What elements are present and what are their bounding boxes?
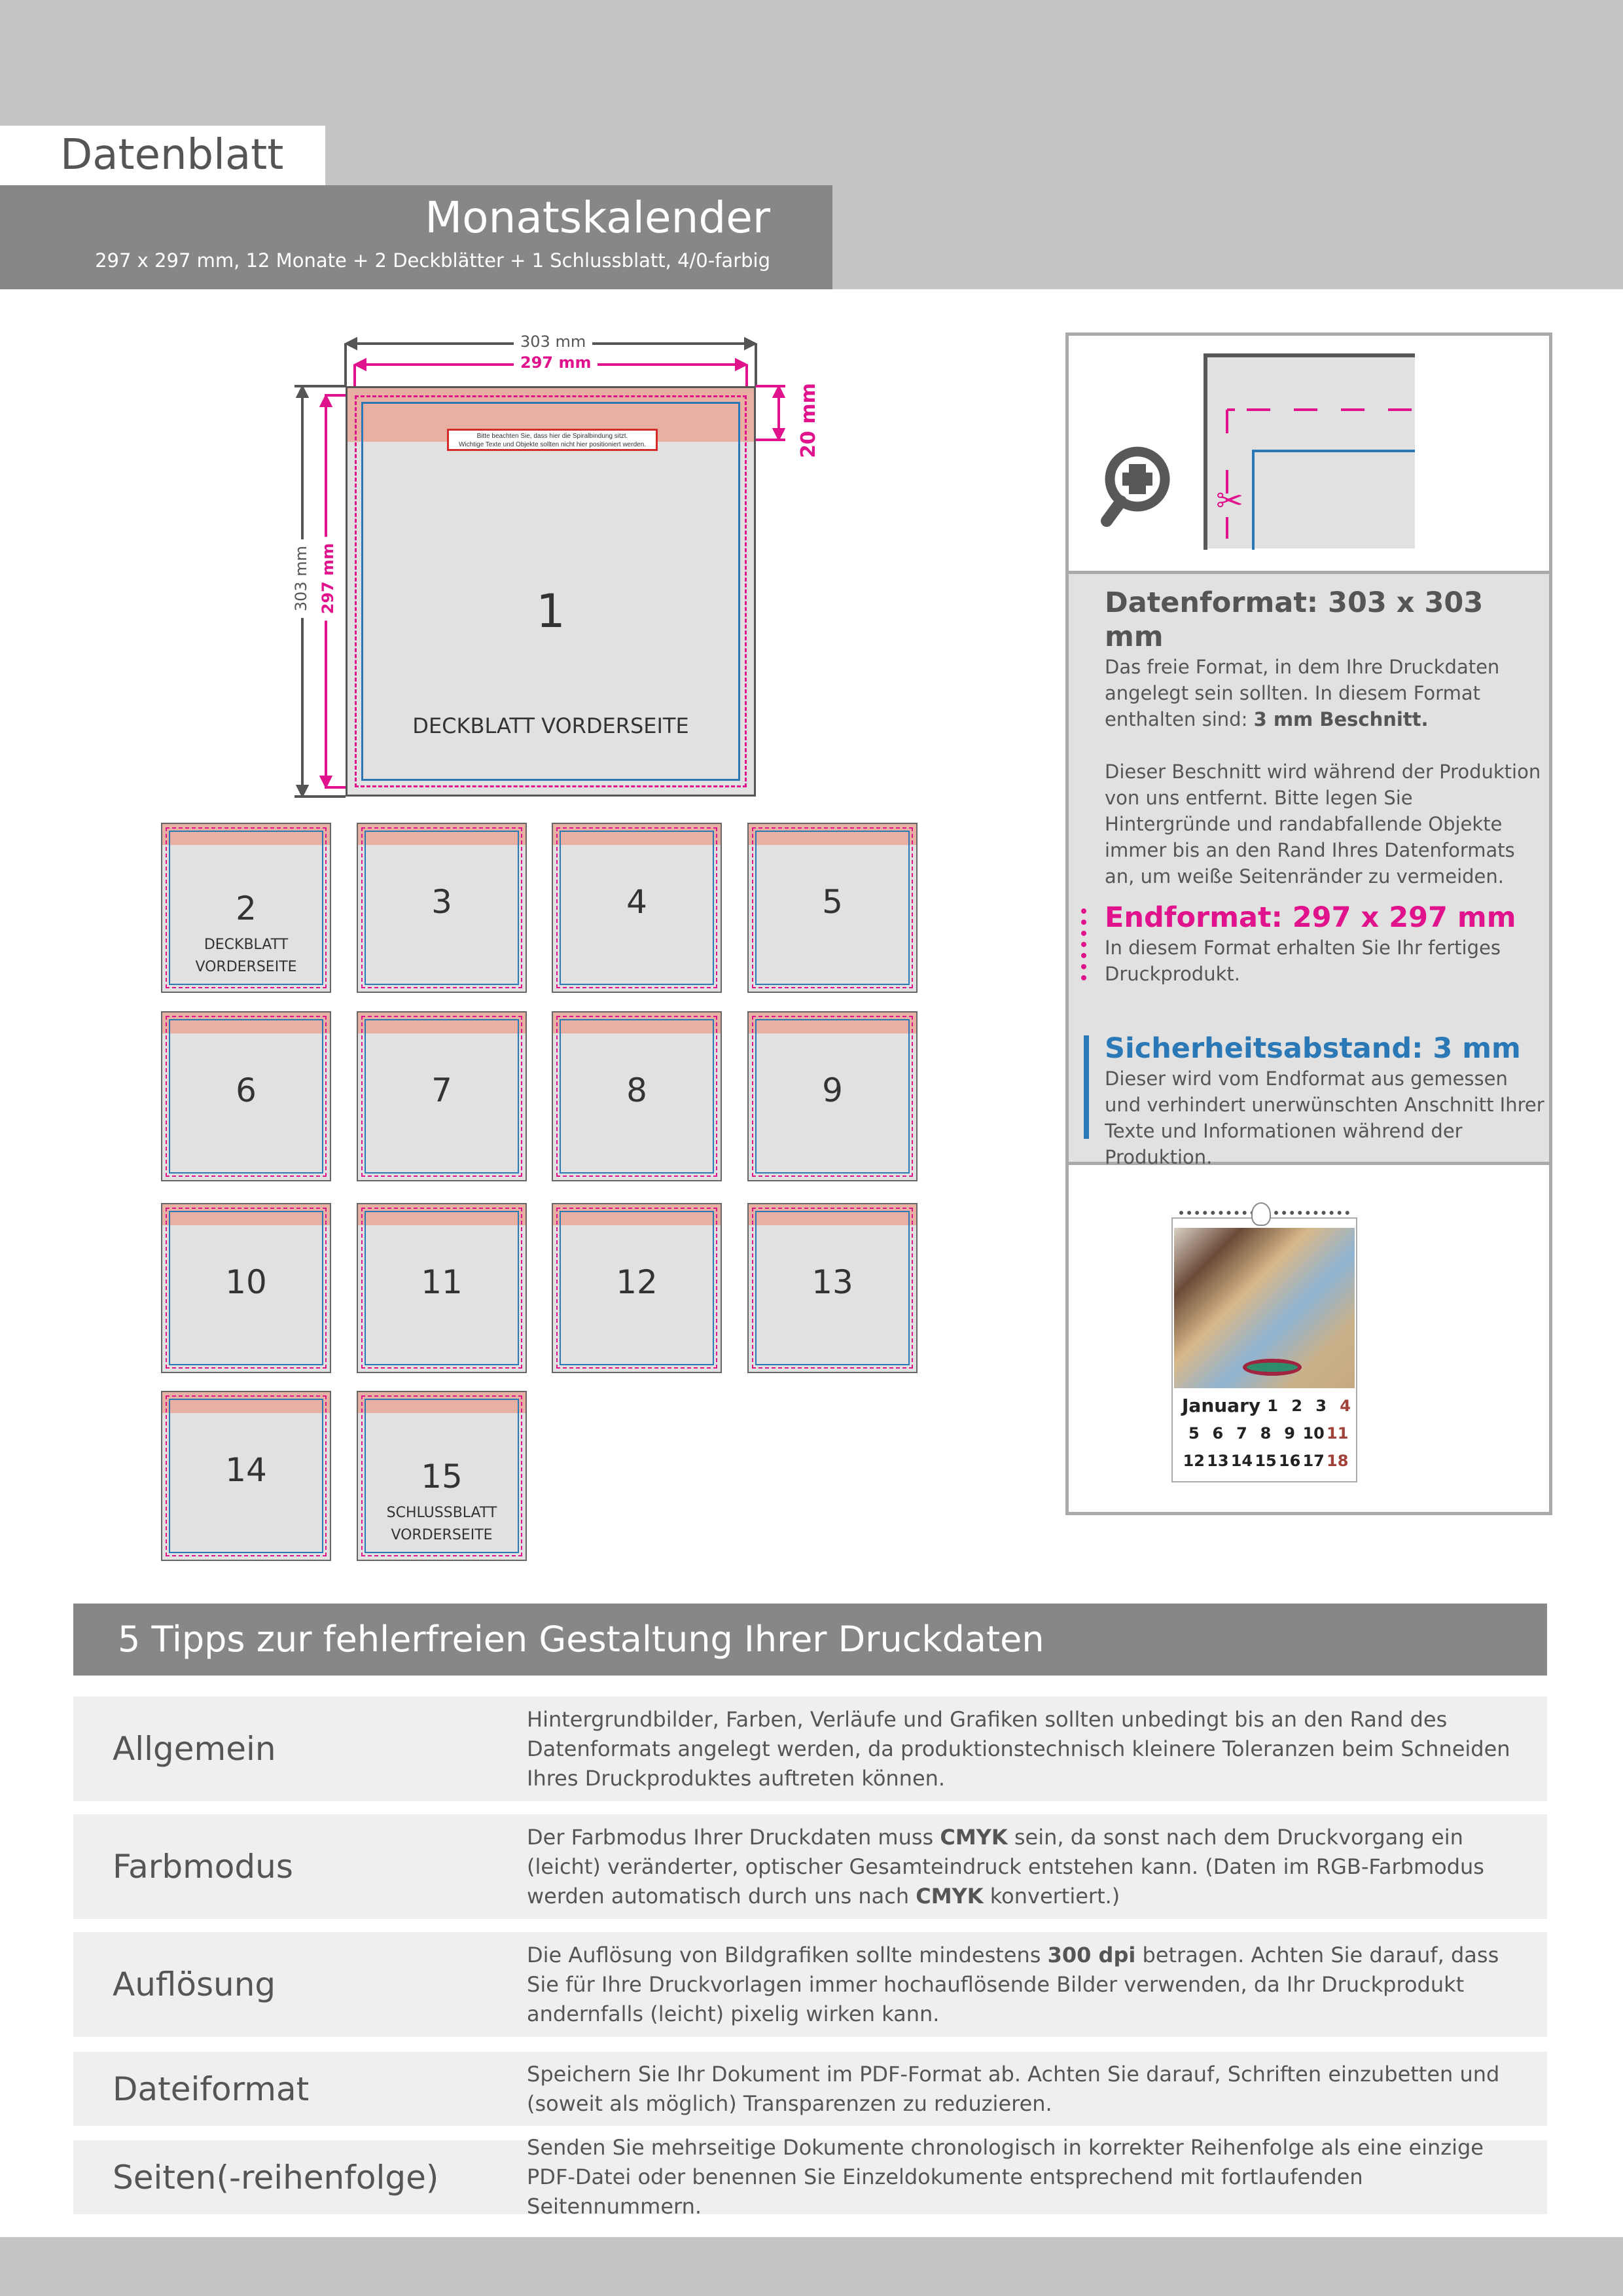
page-thumbnail bbox=[357, 1391, 527, 1561]
tip-row bbox=[73, 1814, 1547, 1919]
tip-text-part: Speichern Sie Ihr Dokument im PDF-Format ab. Achten Sie darauf, Schriften einzubetten und (soweit als möglich) Transparenzen zu reduzieren. bbox=[527, 2061, 1500, 2116]
safety-marker bbox=[1084, 1035, 1089, 1139]
hanger-icon bbox=[1251, 1202, 1271, 1226]
page-thumbnail bbox=[747, 1011, 918, 1181]
tip-label: Allgemein bbox=[113, 1730, 276, 1768]
page-thumbnail bbox=[747, 823, 918, 993]
page-number: 7 bbox=[431, 1071, 452, 1109]
page-label: DECKBLATT bbox=[204, 937, 289, 953]
datenformat-bleed: 3 mm Beschnitt. bbox=[1253, 708, 1429, 730]
tip-label: Seiten(-reihenfolge) bbox=[113, 2158, 439, 2197]
binding-note-line: Bitte beachten Sie, dass hier die Spiralbindung sitzt. bbox=[476, 433, 628, 440]
tip-row bbox=[73, 2052, 1547, 2126]
page-number: 8 bbox=[626, 1071, 647, 1109]
cover-page-label: DECKBLATT VORDERSEITE bbox=[412, 713, 689, 738]
datenformat-text: Das freie Format, in dem Ihre Druckdaten angelegt sein sollten. In diesem Format enthalten sind: bbox=[1105, 656, 1500, 730]
page-number: 13 bbox=[812, 1263, 853, 1301]
tip-text bbox=[527, 1932, 1535, 2037]
calendar-day: 14 bbox=[1230, 1452, 1253, 1470]
page-thumbnail bbox=[357, 823, 527, 993]
calendar-day: 9 bbox=[1284, 1424, 1295, 1443]
calendar-month: January bbox=[1182, 1395, 1261, 1416]
tips-heading: 5 Tipps zur fehlerfreien Gestaltung Ihrer Druckdaten bbox=[73, 1604, 1547, 1676]
page-number: 2 bbox=[236, 889, 257, 927]
page-label: VORDERSEITE bbox=[195, 959, 297, 975]
tip-text bbox=[527, 2135, 1535, 2219]
page-number: 11 bbox=[421, 1263, 463, 1301]
tip-text-part: konvertiert.) bbox=[983, 1883, 1120, 1909]
final-height-label: 297 mm bbox=[319, 537, 337, 620]
tip-text-part: sein, da sonst nach dem Druckvorgang ein (leicht) veränderter, optischer Gesamteindruck entstehen kann. (Daten im RGB-Farbmodus werden automatisch durch uns nach bbox=[527, 1824, 1484, 1909]
tip-text bbox=[527, 2052, 1535, 2126]
calendar-day: 2 bbox=[1291, 1397, 1302, 1415]
tip-text-part: Senden Sie mehrseitige Dokumente chronologisch in korrekter Reihenfolge als eine einzige PDF-Datei oder benennen Sie Einzeldokumente entsprechend mit fortlaufenden Seitennummern. bbox=[527, 2135, 1484, 2219]
page-number: 4 bbox=[626, 883, 647, 921]
doc-type-label: Datenblatt bbox=[0, 126, 325, 185]
page-number: 10 bbox=[225, 1263, 267, 1301]
page-thumbnail bbox=[161, 823, 331, 993]
calendar-day: 10 bbox=[1302, 1424, 1325, 1443]
calendar-day: 7 bbox=[1236, 1424, 1247, 1443]
scissors-icon: ✂ bbox=[1216, 482, 1243, 520]
tip-text bbox=[527, 1814, 1535, 1919]
calendar-day: 16 bbox=[1278, 1452, 1301, 1470]
page-thumbnail bbox=[552, 823, 722, 993]
calendar-day: 4 bbox=[1340, 1397, 1351, 1415]
zoom-in-icon bbox=[1107, 452, 1165, 521]
datenformat-block bbox=[1105, 586, 1543, 889]
calendar-day: 18 bbox=[1327, 1452, 1349, 1470]
zoom-detail-illustration bbox=[1096, 353, 1522, 550]
calendar-day: 15 bbox=[1255, 1452, 1277, 1470]
page-number: 12 bbox=[616, 1263, 658, 1301]
tip-text-bold: 300 dpi bbox=[1047, 1942, 1136, 1967]
page-thumbnail bbox=[161, 1011, 331, 1181]
page-thumbnail bbox=[357, 1203, 527, 1373]
page-thumbnail bbox=[357, 1011, 527, 1181]
sicherheit-heading: Sicherheitsabstand: 3 mm bbox=[1105, 1032, 1521, 1065]
page-number: 6 bbox=[236, 1071, 257, 1109]
tip-text-bold: CMYK bbox=[940, 1824, 1008, 1850]
endformat-text: In diesem Format erhalten Sie Ihr fertiges Druckprodukt. bbox=[1105, 937, 1501, 985]
binding-height-label: 20 mm bbox=[796, 383, 820, 458]
tip-text bbox=[527, 1696, 1535, 1801]
calendar-mockup bbox=[1171, 1217, 1357, 1482]
page-title: Monatskalender bbox=[425, 192, 770, 243]
tip-label: Farbmodus bbox=[113, 1848, 293, 1886]
page-thumbnail bbox=[161, 1391, 331, 1561]
title-bar bbox=[0, 185, 832, 289]
binding-note-line: Wichtige Texte und Objekte sollten nicht hier positioniert werden. bbox=[458, 441, 647, 448]
tip-row bbox=[73, 2135, 1547, 2219]
tip-text-bold: CMYK bbox=[916, 1883, 984, 1909]
sicherheit-text: Dieser wird vom Endformat aus gemessen und verhindert unerwünschten Anschnitt Ihrer Texte und Informationen während der Produktion. bbox=[1105, 1067, 1544, 1168]
bottom-band bbox=[0, 2237, 1623, 2296]
final-width-label: 297 mm bbox=[514, 353, 597, 372]
page-number: 15 bbox=[421, 1458, 463, 1496]
tip-label: Auflösung bbox=[113, 1965, 276, 2003]
calendar-day: 8 bbox=[1260, 1424, 1272, 1443]
page-thumbnail bbox=[552, 1011, 722, 1181]
datenformat-text2: Dieser Beschnitt wird während der Produktion von uns entfernt. Bitte legen Sie Hintergründe und randabfallende Objekte immer bis an den Rand Ihres Datenformats an, um weiße Seitenränder zu vermeiden. bbox=[1105, 761, 1541, 888]
sicherheit-block bbox=[1105, 1031, 1550, 1170]
page-subtitle: 297 x 297 mm, 12 Monate + 2 Deckblätter + 1 Schlussblatt, 4/0-farbig bbox=[95, 249, 770, 272]
endformat-heading: Endformat: 297 x 297 mm bbox=[1105, 901, 1516, 934]
page-label: SCHLUSSBLATT bbox=[386, 1505, 497, 1521]
cover-page-number: 1 bbox=[536, 584, 565, 638]
datenformat-heading: Datenformat: 303 x 303 mm bbox=[1105, 586, 1484, 653]
tip-row bbox=[73, 1932, 1547, 2037]
tip-text-part: Die Auflösung von Bildgrafiken sollte mindestens bbox=[527, 1942, 1048, 1967]
calendar-day: 5 bbox=[1188, 1424, 1200, 1443]
trim-marker bbox=[1081, 908, 1086, 980]
page-number: 5 bbox=[822, 883, 843, 921]
calendar-day: 12 bbox=[1183, 1452, 1205, 1470]
calendar-day: 1 bbox=[1267, 1397, 1278, 1415]
calendar-day: 6 bbox=[1212, 1424, 1224, 1443]
tip-label: Dateiformat bbox=[113, 2070, 310, 2108]
calendar-day: 13 bbox=[1207, 1452, 1229, 1470]
calendar-day: 11 bbox=[1327, 1424, 1349, 1443]
data-width-label: 303 mm bbox=[514, 332, 592, 351]
calendar-day: 17 bbox=[1302, 1452, 1325, 1470]
calendar-photo bbox=[1174, 1228, 1355, 1388]
page-thumbnail bbox=[747, 1203, 918, 1373]
page-number: 14 bbox=[225, 1451, 267, 1489]
endformat-block bbox=[1105, 901, 1543, 987]
calendar-day: 3 bbox=[1315, 1397, 1327, 1415]
page-number: 9 bbox=[822, 1071, 843, 1109]
page-label: VORDERSEITE bbox=[391, 1527, 493, 1543]
tip-text-part: Hintergrundbilder, Farben, Verläufe und Grafiken sollten unbedingt bis an den Rand des Datenformats angelegt werden, da produktionstechnisch kleinere Toleranzen beim Schneiden Ihres Druckproduktes auftreten können. bbox=[527, 1706, 1510, 1791]
tip-row bbox=[73, 1696, 1547, 1801]
data-height-label: 303 mm bbox=[292, 539, 310, 618]
page-thumbnail bbox=[161, 1203, 331, 1373]
page-thumbnail bbox=[552, 1203, 722, 1373]
tip-text-part: betragen. Achten Sie darauf, dass Sie für Ihre Druckvorlagen immer hochauflösende Bilder verwenden, da Ihr Druckprodukt andernfalls (leicht) pixelig wirken kann. bbox=[527, 1942, 1499, 2026]
page-number: 3 bbox=[431, 883, 452, 921]
tip-text-part: Der Farbmodus Ihrer Druckdaten muss bbox=[527, 1824, 940, 1850]
binding-note bbox=[447, 429, 658, 451]
